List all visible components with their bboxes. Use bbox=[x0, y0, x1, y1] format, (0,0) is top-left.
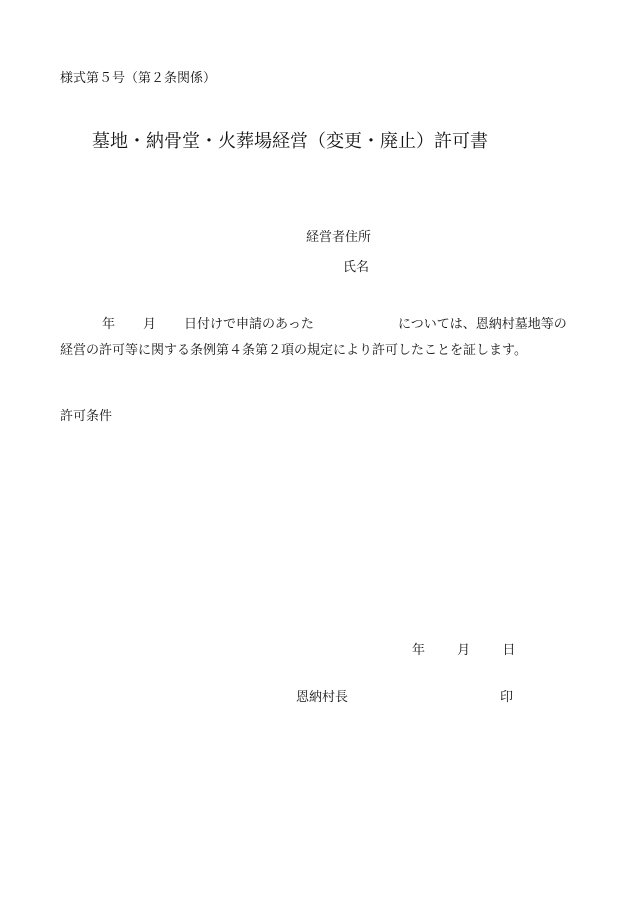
certification-text bbox=[60, 312, 578, 364]
application-day-text: 日付けで申請のあった bbox=[184, 317, 314, 332]
issue-date bbox=[412, 639, 515, 658]
certification-line-2 bbox=[60, 338, 578, 364]
issuer-title: 恩納村長 bbox=[296, 690, 349, 705]
ordinance-reference-text: 経営の許可等に関する条例第４条第２項の規定により許可したことを証します。 bbox=[60, 343, 527, 358]
form-number: 様式第５号（第２条関係） bbox=[60, 71, 217, 86]
issue-month-label: 月 bbox=[457, 643, 471, 658]
permit-conditions-label: 許可条件 bbox=[60, 409, 113, 424]
issue-year-label: 年 bbox=[412, 643, 426, 658]
application-year-label: 年 bbox=[102, 317, 116, 332]
application-month-label: 月 bbox=[143, 317, 157, 332]
operator-address-label: 経営者住所 bbox=[306, 230, 372, 245]
application-subject-text: については、恩納村墓地等の bbox=[398, 317, 567, 332]
certification-line-1 bbox=[60, 312, 578, 338]
operator-name-label: 氏名 bbox=[343, 260, 370, 275]
issue-day-label: 日 bbox=[502, 643, 516, 658]
document-title: 墓地・納骨堂・火葬場経営（変更・廃止）許可書 bbox=[92, 131, 488, 152]
seal-mark: 印 bbox=[500, 690, 514, 705]
